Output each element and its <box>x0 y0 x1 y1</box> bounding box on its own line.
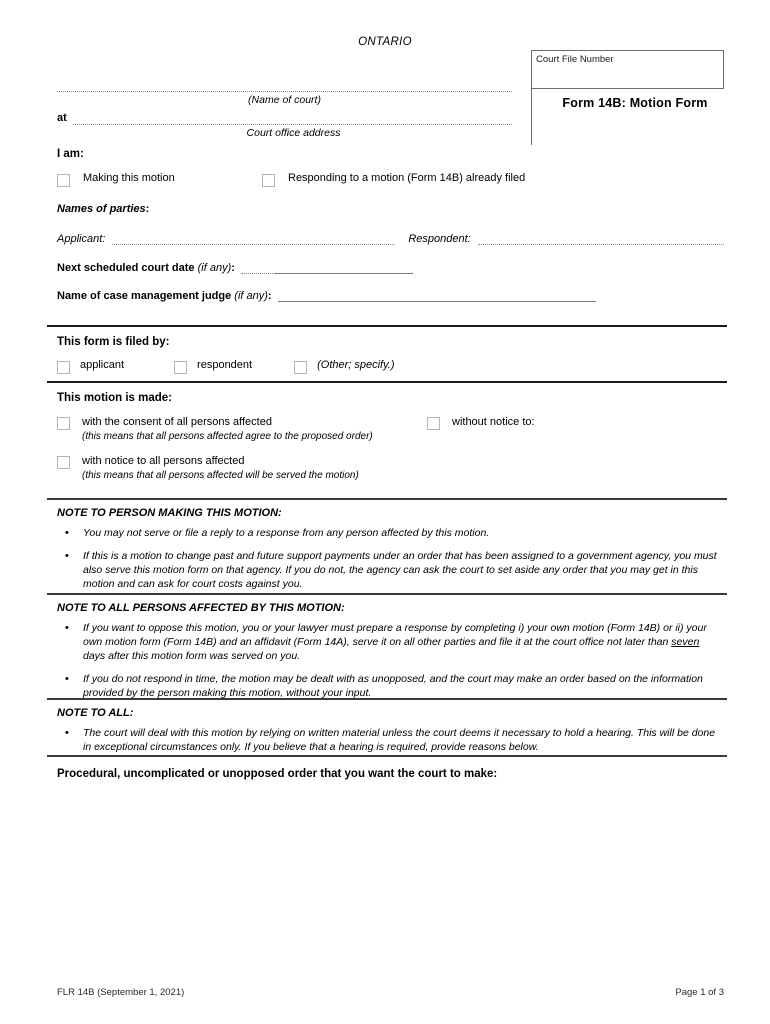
motion-with-notice-label: with notice to all persons affected <box>82 455 245 467</box>
filed-by-respondent-label: respondent <box>197 359 253 371</box>
i-am-options-row <box>57 172 724 185</box>
procedural-order-section <box>47 755 727 757</box>
applicant-respondent-row <box>57 233 724 245</box>
case-management-judge-row <box>57 290 724 302</box>
list-item <box>47 526 727 549</box>
bullet-icon: • <box>65 673 69 685</box>
jurisdiction-title: ONTARIO <box>358 36 412 48</box>
note-affected-bullet-2: If you do not respond in time, the motion may be dealt with as unopposed, and the court may make an order based on the information provided by the person making this motion, without your input. <box>83 673 703 699</box>
motion-made-options-grid <box>57 415 717 503</box>
checkbox-with-consent[interactable] <box>57 417 70 430</box>
filed-by-other-option[interactable] <box>294 359 394 372</box>
applicant-label: Applicant: <box>57 233 106 245</box>
motion-made-left-column <box>57 415 427 493</box>
at-label: at <box>57 112 67 124</box>
filed-by-other-label: (Other; specify.) <box>317 359 395 371</box>
next-court-date-hint: (if any) <box>197 262 232 274</box>
note-person-bullet-2: If this is a motion to change past and future support payments under an order that has been assigned to a government agency, you must also serve this motion form on that agency. If you do not, the agency can ask the court to set aside any order that you may get in this motion and can ask for court costs against you. <box>83 550 717 590</box>
motion-consent-label: with the consent of all persons affected <box>82 416 272 428</box>
filed-by-applicant-label: applicant <box>80 359 125 371</box>
page-number: Page 1 of 3 <box>675 987 724 998</box>
court-address-caption: Court office address <box>246 127 341 139</box>
option-responding-to-motion[interactable] <box>262 172 525 185</box>
checkbox-filed-by-respondent[interactable] <box>174 361 187 374</box>
court-address-input[interactable] <box>73 113 512 125</box>
checkbox-responding-to-motion[interactable] <box>262 174 275 187</box>
next-court-date-colon: : <box>231 262 235 274</box>
applicant-input[interactable] <box>112 233 395 245</box>
note-affected-bullet-1-underlined: seven <box>671 636 700 648</box>
note-affected-heading: NOTE TO ALL PERSONS AFFECTED BY THIS MOTION: <box>57 602 345 614</box>
filed-by-respondent-option[interactable] <box>174 359 252 372</box>
case-management-judge-colon: : <box>267 290 272 302</box>
motion-with-notice-text <box>82 454 359 482</box>
filed-by-heading: This form is filed by: <box>57 336 170 348</box>
motion-without-notice-label: without notice to: <box>452 416 535 428</box>
court-name-input[interactable] <box>57 82 512 92</box>
option-making-this-motion-label: Making this motion <box>83 172 175 184</box>
identity-and-parties-block <box>57 148 724 318</box>
checkbox-filed-by-applicant[interactable] <box>57 361 70 374</box>
note-to-all-bullet-list <box>47 726 727 763</box>
next-court-date-dotted-lead <box>241 262 275 274</box>
court-file-number-box[interactable] <box>531 50 724 89</box>
motion-consent-option[interactable] <box>57 415 427 443</box>
note-to-all-bullet-1: The court will deal with this motion by relying on written material unless the court deems it necessary to hold a hearing. This will be done in exceptional circumstances only. If you believe that a hearing is required, provide reasons below. <box>83 727 716 753</box>
names-of-parties-colon: : <box>145 203 150 215</box>
procedural-order-heading: Procedural, uncomplicated or unopposed order that you want the court to make: <box>57 768 498 780</box>
motion-made-section <box>47 381 727 503</box>
list-item <box>47 726 727 763</box>
bullet-icon: • <box>65 622 69 634</box>
option-making-this-motion[interactable] <box>57 172 262 185</box>
note-person-making-motion-section <box>47 498 727 600</box>
motion-with-notice-sublabel: (this means that all persons affected will be served the motion) <box>82 470 359 481</box>
note-affected-bullet-list <box>47 621 727 709</box>
bullet-icon: • <box>65 550 69 562</box>
respondent-input[interactable] <box>478 233 724 245</box>
names-of-parties-text: Names of parties <box>57 203 146 215</box>
motion-consent-sublabel: (this means that all persons affected agree to the proposed order) <box>82 431 373 442</box>
next-court-date-label-text: Next scheduled court date <box>57 262 195 274</box>
note-to-all-heading: NOTE TO ALL: <box>57 707 134 719</box>
next-court-date-label <box>57 262 241 274</box>
filed-by-applicant-option[interactable] <box>57 359 124 372</box>
motion-made-heading: This motion is made: <box>57 392 173 404</box>
checkbox-filed-by-other[interactable] <box>294 361 307 374</box>
motion-without-notice-option[interactable] <box>427 415 717 429</box>
checkbox-with-notice[interactable] <box>57 456 70 469</box>
names-of-parties-heading <box>57 203 724 215</box>
respondent-input-slot <box>478 233 724 245</box>
motion-consent-text <box>82 415 373 443</box>
list-item <box>47 621 727 672</box>
case-management-judge-hint: (if any) <box>234 290 268 302</box>
applicant-input-slot <box>112 233 395 245</box>
form-title: Form 14B: Motion Form <box>562 96 708 110</box>
note-affected-bullet-1 <box>83 621 717 663</box>
procedural-order-answer-area[interactable] <box>57 790 724 975</box>
case-management-judge-label-text: Name of case management judge <box>57 290 232 302</box>
note-affected-bullet-1-part2: days after this motion form was served on you. <box>83 650 301 662</box>
note-to-all-section <box>47 698 727 763</box>
case-management-judge-input[interactable] <box>278 290 596 302</box>
header-divider-line <box>531 89 532 145</box>
motion-with-notice-option[interactable] <box>57 454 427 482</box>
form-code: FLR 14B (September 1, 2021) <box>57 987 185 998</box>
note-person-heading: NOTE TO PERSON MAKING THIS MOTION: <box>57 507 282 519</box>
note-person-bullet-list <box>47 526 727 600</box>
court-address-field-group <box>57 112 512 139</box>
next-court-date-input[interactable] <box>275 262 413 274</box>
motion-made-right-column <box>427 415 717 440</box>
bullet-icon: • <box>65 727 69 739</box>
procedural-order-top-rule <box>47 755 727 757</box>
checkbox-making-this-motion[interactable] <box>57 174 70 187</box>
checkbox-without-notice[interactable] <box>427 417 440 430</box>
next-court-date-row <box>57 262 724 274</box>
court-file-number-label: Court File Number <box>536 54 614 65</box>
court-name-caption: (Name of court) <box>248 94 321 106</box>
respondent-label: Respondent: <box>408 233 471 245</box>
note-affected-bullet-1-part1: If you want to oppose this motion, you or your lawyer must prepare a response by completing i) your own motion (Form 14B) or ii) your own motion form (Form 14B) and an affidavit (Form 14A), serve it on all other parties and file it at the court office not later than <box>83 622 707 648</box>
bullet-icon: • <box>65 527 69 539</box>
note-person-bullet-1: You may not serve or file a reply to a response from any person affected by this motion. <box>83 527 490 539</box>
case-management-judge-label <box>57 290 278 302</box>
option-responding-to-motion-label: Responding to a motion (Form 14B) already filed <box>288 172 526 184</box>
note-affected-persons-section <box>47 593 727 709</box>
i-am-heading: I am: <box>57 148 84 160</box>
page-footer <box>57 987 724 998</box>
court-name-field-group <box>57 82 512 106</box>
filed-by-section <box>47 325 727 384</box>
